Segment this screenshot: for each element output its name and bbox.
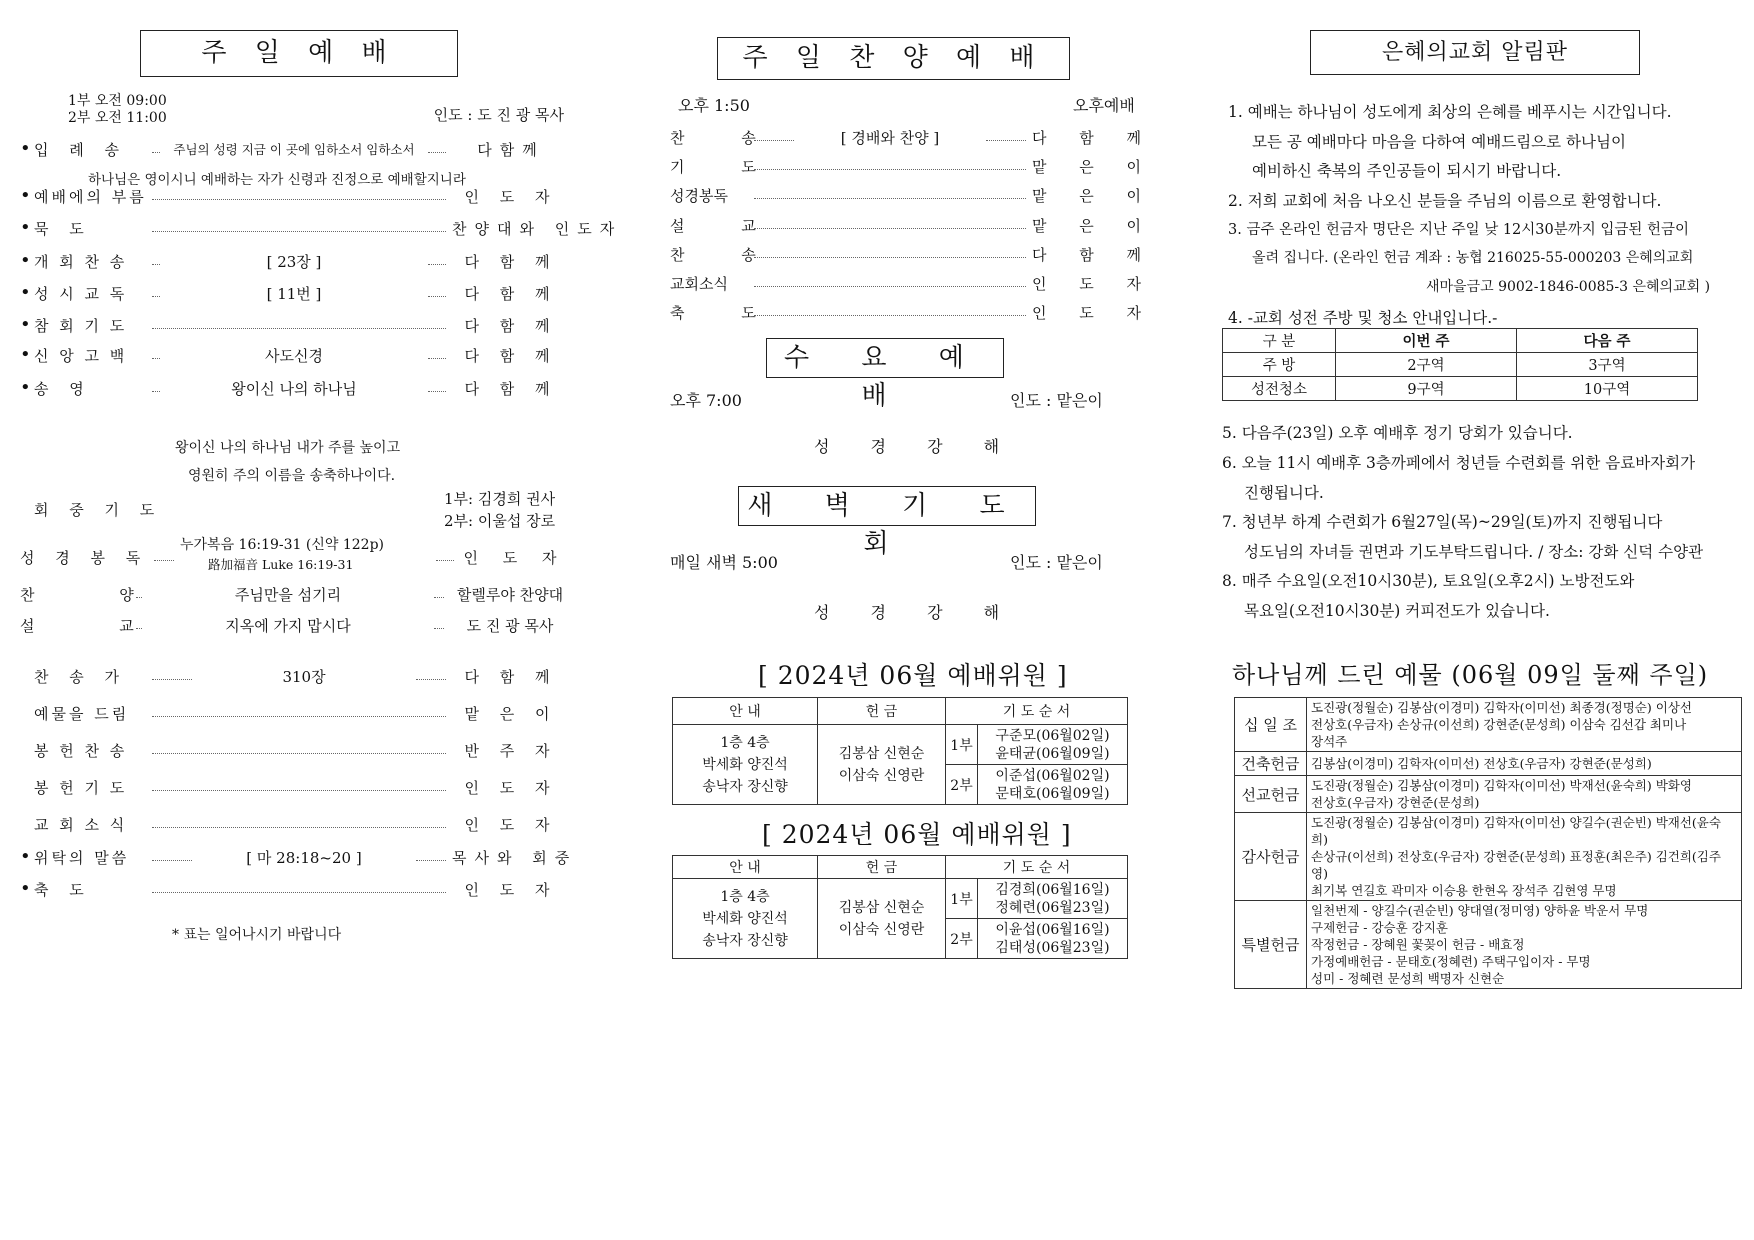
header-prayer: 기 도 순 서 (946, 698, 1128, 725)
notice-line-13: 성도님의 자녀들 권면과 기도부탁드립니다. / 장소: 강화 신덕 수양관 (1244, 543, 1704, 561)
praise-item-label: 성경봉독 (670, 186, 728, 205)
praise-item-label: 찬 송 (670, 128, 782, 147)
offering-names-line: 일천번제 - 양길수(권순빈) 양대열(정미영) 양하윤 박운서 무명 (1311, 903, 1649, 918)
offering-row (1235, 901, 1742, 989)
sunday-item-row (20, 137, 570, 161)
sunday-item-row (20, 343, 570, 367)
notice-line-15: 목요일(오전10시30분) 커피전도가 있습니다. (1244, 602, 1550, 620)
sunday-closing-item-label: 봉 헌 찬 송 (34, 741, 128, 760)
prayer-2-label: 2부 (946, 919, 978, 959)
sunday-item-label: 예배에의 부름 (34, 187, 147, 206)
cleaning-table (1222, 328, 1698, 401)
sunday-item-right: 다 함 께 (464, 346, 558, 365)
offering-names-line: 도진광(정월순) 김봉삼(이경미) 김학자(이미선) 양길수(권순빈) 박재선(윤숙희) (1311, 815, 1721, 847)
offering-names-line: 최기복 연길호 곽미자 이승용 한현옥 장석주 김현영 무명 (1311, 883, 1617, 898)
wednesday-content: 성 경 강 해 (814, 437, 1018, 456)
sunday-closing-item-mid: [ 마 28:18~20 ] (246, 848, 362, 867)
offering-line-2: 이삼숙 신영란 (838, 767, 925, 784)
offering-names (1307, 901, 1742, 989)
praise-item-right: 맡 은 이 (1032, 157, 1156, 176)
dawn-leader: 인도 : 맡은이 (1010, 553, 1103, 572)
sunday-item-right: 다 함 께 (464, 252, 558, 271)
reading-mid: 누가복음 16:19-31 (신약 122p) (180, 537, 384, 553)
offering-row (1235, 698, 1742, 752)
offering-names-line: 손상규(이선희) 전상호(우금자) 강현준(문성희) 표정훈(최은주) 김건희(김주영) (1311, 849, 1721, 881)
sunday-item-right: 다 함 께 (464, 284, 558, 303)
prayer-2-label: 2부 (946, 765, 978, 805)
doxology-sub-2: 영원히 주의 이름을 송축하나이다. (188, 468, 396, 484)
notice-line-1: 1. 예배는 하나님이 성도에게 최상의 은혜를 베푸시는 시간입니다. (1228, 103, 1672, 121)
offering-cell (818, 879, 946, 959)
offering-type: 건축헌금 (1235, 752, 1307, 776)
bullet-mark: • (20, 217, 31, 238)
wednesday-time: 오후 7:00 (670, 391, 742, 410)
guide-line-1: 박세화 양진석 (702, 756, 788, 773)
bullet-mark: • (20, 250, 31, 271)
prayer-label: 회 중 기 도 (34, 501, 163, 519)
dawn-time: 매일 새벽 5:00 (670, 553, 778, 572)
committee-title-1: [ 2024년 06월 예배위원 ] (758, 661, 1068, 690)
guide-line-2: 송낙자 장신향 (702, 778, 788, 795)
praise-item-row (670, 242, 1156, 266)
guide-floors: 1층 4층 (720, 888, 770, 905)
sunday-closing-item-row (20, 701, 570, 725)
praise-item-row (670, 213, 1156, 237)
prayer-1-name-1: 구준모(06월02일) (995, 727, 1110, 744)
header-offering: 헌 금 (818, 698, 946, 725)
dawn-content: 성 경 강 해 (814, 603, 1018, 622)
offering-names-line: 도진광(정월순) 김봉삼(이경미) 김학자(이미선) 최종경(정명순) 이상선 (1311, 700, 1692, 715)
prayer-2: 2부: 이울섭 장로 (444, 512, 556, 530)
offering-names-line: 김봉삼(이경미) 김학자(이미선) 전상호(우금자) 강현준(문성희) (1311, 756, 1652, 771)
sunday-closing-item-label: 예물을 드림 (34, 704, 130, 723)
clean-header-1: 이번 주 (1336, 329, 1517, 353)
sunday-item-label: 송 영 (34, 379, 92, 398)
offering-names-line: 전상호(우금자) 강현준(문성희) (1311, 795, 1480, 810)
sunday-closing-item-right: 반 주 자 (464, 741, 558, 760)
bullet-mark: • (20, 846, 31, 867)
sunday-item-mid: 주님의 성령 지금 이 곳에 임하소서 임하소서 (173, 142, 415, 157)
bullet-mark: • (20, 377, 31, 398)
sunday-closing-item-right: 다 함 께 (464, 667, 558, 686)
guide-cell (673, 879, 818, 959)
sunday-item-right: 찬양대와 인도자 (452, 219, 623, 238)
offering-cell (818, 725, 946, 805)
sermon-label: 설 교 (20, 616, 174, 635)
committee-table-1 (672, 697, 1128, 805)
sunday-item-mid: [ 23장 ] (266, 252, 322, 271)
sunday-closing-item-right: 목사와 회중 (452, 848, 578, 867)
clean-header-2: 다음 주 (1517, 329, 1698, 353)
prayer-2-names (978, 765, 1128, 805)
praise-item-right: 맡 은 이 (1032, 186, 1156, 205)
offering-names-line: 장석주 (1311, 734, 1348, 749)
prayer-2-name-2: 문태호(06월09일) (995, 785, 1110, 802)
sunday-closing-item-label: 교 회 소 식 (34, 815, 128, 834)
bullet-mark: • (20, 314, 31, 335)
notice-line-14: 8. 매주 수요일(오전10시30분), 토요일(오후2시) 노방전도와 (1222, 572, 1635, 590)
sermon-mid: 지옥에 가지 맙시다 (225, 616, 351, 635)
praise-item-label: 축 도 (670, 303, 782, 322)
sunday-closing-item-label: 위탁의 말씀 (34, 848, 130, 867)
sunday-title: 주 일 예 배 (140, 30, 458, 77)
notice-line-10: 6. 오늘 11시 예배후 3층까페에서 청년들 수련회를 위한 음료바자회가 (1222, 454, 1696, 472)
praise-time: 오후 1:50 (678, 96, 750, 115)
wednesday-title: 수 요 예 배 (766, 338, 1004, 378)
praise-kind: 오후예배 (1073, 96, 1135, 115)
bullet-mark: • (20, 185, 31, 206)
praise-item-label: 기 도 (670, 157, 782, 176)
prayer-1-label: 1부 (946, 725, 978, 765)
praise-item-label: 찬 송 (670, 245, 782, 264)
clean-header-0: 구 분 (1223, 329, 1336, 353)
sunday-item-row (20, 376, 570, 400)
sunday-closing-item-label: 찬 송 가 (34, 667, 128, 686)
anthem-mid: 주님만을 섬기리 (234, 585, 342, 604)
committee-title-2: [ 2024년 06월 예배위원 ] (762, 820, 1072, 849)
bullet-mark: • (20, 282, 31, 303)
prayer-2-names (978, 919, 1128, 959)
clean-row-0-next: 3구역 (1517, 353, 1698, 377)
anthem-right: 할렐루야 찬양대 (456, 585, 564, 604)
sunday-item-right: 다 함 께 (464, 316, 558, 335)
sunday-closing-item-label: 봉 헌 기 도 (34, 778, 128, 797)
offering-row (1235, 752, 1742, 776)
offering-type: 특별헌금 (1235, 901, 1307, 989)
praise-item-right: 맡 은 이 (1032, 216, 1156, 235)
offering-names-line: 작정헌금 - 장혜원 꽃꽂이 헌금 - 배효정 (1311, 937, 1525, 952)
offering-names-line: 전상호(우금자) 손상규(이선희) 강현준(문성희) 이삼숙 김선갑 최미나 (1311, 717, 1687, 732)
sunday-time-1: 1부 오전 09:00 (68, 93, 167, 109)
sunday-item-label: 성 시 교 독 (34, 284, 128, 303)
notices-title: 은혜의교회 알림판 (1310, 30, 1640, 75)
sunday-item-label: 참 회 기 도 (34, 316, 128, 335)
praise-item-right: 인 도 자 (1032, 274, 1156, 293)
notice-line-8: 4. -교회 성전 주방 및 청소 안내입니다.- (1228, 309, 1498, 327)
notice-line-5: 3. 금주 온라인 헌금자 명단은 지난 주일 낮 12시30분까지 입금된 헌금이 (1228, 222, 1690, 238)
guide-line-2: 송낙자 장신향 (702, 932, 788, 949)
offering-line-1: 김봉삼 신현순 (838, 899, 925, 916)
offering-line-2: 이삼숙 신영란 (838, 921, 925, 938)
sunday-item-label: 입 례 송 (34, 140, 128, 159)
sunday-closing-item-right: 인 도 자 (464, 778, 558, 797)
praise-item-label: 설 교 (670, 216, 782, 235)
praise-item-row (670, 300, 1156, 324)
prayer-1-name-2: 윤태균(06월09일) (995, 745, 1110, 762)
guide-floors: 1층 4층 (720, 734, 770, 751)
prayer-2-name-1: 이윤섭(06월16일) (995, 921, 1110, 938)
notice-line-12: 7. 청년부 하계 수련회가 6월27일(목)~29일(토)까지 진행됩니다 (1222, 513, 1663, 531)
sunday-leader: 인도 : 도 진 광 목사 (433, 106, 564, 124)
clean-row-1-next: 10구역 (1517, 377, 1698, 401)
sunday-closing-item-row (20, 775, 570, 799)
guide-line-1: 박세화 양진석 (702, 910, 788, 927)
reading-sub: 路加福音 Luke 16:19-31 (208, 557, 354, 572)
offering-names-line: 구제헌금 - 강승훈 강지훈 (1311, 920, 1448, 935)
prayer-1-names (978, 879, 1128, 919)
sunday-item-row (20, 313, 570, 337)
prayer-1-name-2: 정혜련(06월23일) (995, 899, 1110, 916)
sunday-closing-item-right: 맡 은 이 (464, 704, 558, 723)
offering-type: 감사헌금 (1235, 813, 1307, 901)
sunday-item-label: 묵 도 (34, 219, 92, 238)
notice-line-11: 진행됩니다. (1244, 484, 1324, 502)
praise-item-right: 다 함 께 (1032, 245, 1156, 264)
offering-names-line: 가정예배헌금 - 문태호(정혜련) 주택구입이자 - 무명 (1311, 954, 1591, 969)
bullet-mark: • (20, 344, 31, 365)
sunday-item-row (20, 216, 623, 240)
sunday-closing-item-label: 축 도 (34, 880, 92, 899)
sunday-closing-item-right: 인 도 자 (464, 880, 558, 899)
praise-title: 주 일 찬 양 예 배 (717, 37, 1070, 80)
prayer-2-name-1: 이준섭(06월02일) (995, 767, 1110, 784)
praise-item-row (670, 125, 1156, 149)
praise-item-row (670, 154, 1156, 178)
doxology-sub-1: 왕이신 나의 하나님 내가 주를 높이고 (175, 440, 401, 456)
notice-line-3: 예비하신 축복의 주인공들이 되시기 바랍니다. (1252, 162, 1562, 180)
prayer-1-name-1: 김경희(06월16일) (995, 881, 1110, 898)
sunday-item-mid: [ 11번 ] (266, 284, 322, 303)
sermon-row (20, 613, 570, 637)
committee-table-2 (672, 855, 1128, 959)
praise-item-right: 인 도 자 (1032, 303, 1156, 322)
prayer-1-label: 1부 (946, 879, 978, 919)
anthem-row (20, 582, 570, 606)
offerings-table (1234, 697, 1742, 989)
sunday-time-2: 2부 오전 11:00 (68, 110, 167, 126)
offering-row (1235, 813, 1742, 901)
offering-type: 십 일 조 (1235, 698, 1307, 752)
entrance-sub: 하나님은 영이시니 예배하는 자가 신령과 진정으로 예배할지니라 (88, 172, 466, 188)
sunday-closing-item-row (20, 845, 578, 869)
offering-names-line: 도진광(정월순) 김봉삼(이경미) 김학자(이미선) 박재선(윤숙희) 박화영 (1311, 778, 1692, 793)
praise-item-mid: [ 경배와 찬양 ] (840, 128, 940, 147)
prayer-1-names (978, 725, 1128, 765)
notice-line-9: 5. 다음주(23일) 오후 예배후 정기 당회가 있습니다. (1222, 424, 1573, 442)
offering-line-1: 김봉삼 신현순 (838, 745, 925, 762)
bullet-mark: • (20, 138, 31, 159)
praise-item-row (670, 271, 1156, 295)
sunday-closing-item-row (20, 664, 570, 688)
guide-cell (673, 725, 818, 805)
offering-row (1235, 776, 1742, 813)
sunday-item-mid: 사도신경 (265, 346, 323, 365)
sunday-closing-item-mid: 310장 (282, 667, 326, 686)
notice-line-4: 2. 저희 교회에 처음 나오신 분들을 주님의 이름으로 환영합니다. (1228, 192, 1662, 210)
sunday-item-mid: 왕이신 나의 하나님 (231, 379, 357, 398)
offering-names (1307, 752, 1742, 776)
clean-row-1-this: 9구역 (1336, 377, 1517, 401)
wednesday-leader: 인도 : 맡은이 (1010, 391, 1103, 410)
sunday-item-right: 인 도 자 (464, 187, 558, 206)
offering-names-line: 성미 - 정혜련 문성희 백명자 신현순 (1311, 971, 1505, 986)
praise-item-right: 다 함 께 (1032, 128, 1156, 147)
clean-row-0-label: 주 방 (1223, 353, 1336, 377)
notice-line-2: 모든 공 예배마다 마음을 다하여 예배드림으로 하나님이 (1252, 133, 1626, 151)
header-prayer: 기 도 순 서 (946, 856, 1128, 879)
sermon-right: 도 진 광 목사 (466, 616, 554, 635)
praise-item-row (670, 183, 1156, 207)
sunday-item-row (20, 249, 570, 273)
clean-row-1-label: 성전청소 (1223, 377, 1336, 401)
offering-names (1307, 698, 1742, 752)
sunday-closing-item-right: 인 도 자 (464, 815, 558, 834)
offering-type: 선교헌금 (1235, 776, 1307, 813)
sunday-item-label: 개 회 찬 송 (34, 252, 128, 271)
prayer-2-name-2: 김태성(06월23일) (995, 939, 1110, 956)
clean-row-0-this: 2구역 (1336, 353, 1517, 377)
notice-line-6: 올려 집니다. (온라인 헌금 계좌 : 농협 216025-55-000203 은혜의교회 (1252, 250, 1694, 266)
sunday-closing-item-row (20, 877, 570, 901)
sunday-closing-item-row (20, 738, 570, 762)
praise-item-label: 교회소식 (670, 274, 728, 293)
standing-note: * 표는 일어나시기 바랍니다 (172, 927, 342, 943)
bullet-mark: • (20, 878, 31, 899)
header-guide: 안 내 (673, 698, 818, 725)
reading-label: 성 경 봉 독 (20, 548, 149, 567)
sunday-item-right: 다 함 께 (464, 379, 558, 398)
dawn-title: 새 벽 기 도 회 (738, 486, 1036, 526)
header-offering: 헌 금 (818, 856, 946, 879)
offering-names (1307, 813, 1742, 901)
sunday-item-label: 신 앙 고 백 (34, 346, 128, 365)
sunday-closing-item-row (20, 812, 570, 836)
offering-names (1307, 776, 1742, 813)
sunday-item-row (20, 281, 570, 305)
notice-line-7: 새마을금고 9002-1846-0085-3 은혜의교회 ) (1426, 279, 1711, 295)
prayer-1: 1부: 김경희 권사 (444, 490, 556, 508)
sunday-item-right: 다함께 (477, 140, 545, 159)
anthem-label: 찬 양 (20, 585, 174, 604)
offerings-title: 하나님께 드린 예물 (06월 09일 둘째 주일) (1232, 661, 1709, 689)
header-guide: 안 내 (673, 856, 818, 879)
reading-right: 인 도 자 (463, 548, 567, 567)
